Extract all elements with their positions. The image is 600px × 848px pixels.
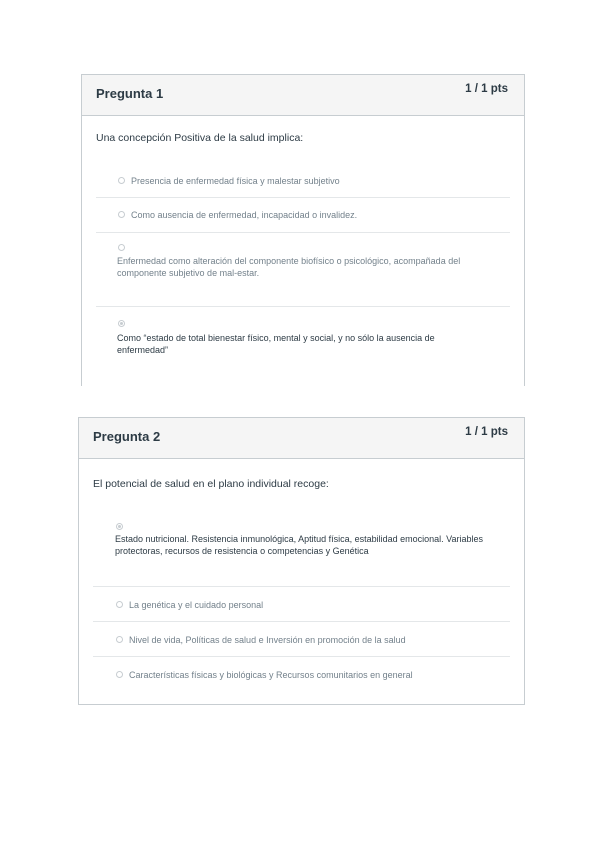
radio-checked-icon[interactable] xyxy=(118,320,125,327)
answer-text: Enfermedad como alteración del componente biofísico o psicológico, acompañada del componente subjetivo de mal-estar. xyxy=(117,256,461,278)
answer-option[interactable] xyxy=(96,232,510,306)
question-points: 1 / 1 pts xyxy=(465,83,508,95)
answer-option[interactable] xyxy=(93,656,510,691)
answer-text: Como ausencia de enfermedad, incapacidad o invalidez. xyxy=(131,210,358,220)
answer-option[interactable] xyxy=(96,163,510,197)
answer-text: La genética y el cuidado personal xyxy=(129,600,264,610)
answer-option-selected[interactable] xyxy=(93,508,510,586)
answer-option-selected[interactable] xyxy=(96,306,510,386)
answer-text: Nivel de vida, Políticas de salud e Inversión en promoción de la salud xyxy=(129,635,406,645)
question-title: Pregunta 2 xyxy=(93,429,161,444)
answer-list xyxy=(93,508,510,691)
question-prompt: El potencial de salud en el plano individual recoge: xyxy=(93,478,329,490)
answer-option[interactable] xyxy=(96,197,510,232)
answer-option[interactable] xyxy=(93,621,510,656)
question-prompt: Una concepción Positiva de la salud implica: xyxy=(96,132,304,144)
question-points: 1 / 1 pts xyxy=(465,426,508,438)
question-card-2 xyxy=(78,417,525,705)
question-header xyxy=(79,418,524,459)
answer-option[interactable] xyxy=(93,586,510,621)
answer-list xyxy=(96,163,510,386)
radio-unchecked-icon[interactable] xyxy=(118,244,125,251)
answer-text: Estado nutricional. Resistencia inmunológica, Aptitud física, estabilidad emocional. Variables protectoras, recursos de resistencia o competencias y Genética xyxy=(115,534,484,556)
answer-text: Características físicas y biológicas y Recursos comunitarios en general xyxy=(129,670,413,680)
radio-unchecked-icon[interactable] xyxy=(116,671,123,678)
answer-text: Como “estado de total bienestar físico, mental y social, y no sólo la ausencia de enfermedad” xyxy=(117,333,435,355)
question-header xyxy=(82,75,524,116)
radio-checked-icon[interactable] xyxy=(116,523,123,530)
radio-unchecked-icon[interactable] xyxy=(116,601,123,608)
answer-text: Presencia de enfermedad física y malestar subjetivo xyxy=(131,176,340,186)
radio-unchecked-icon[interactable] xyxy=(118,211,125,218)
radio-unchecked-icon[interactable] xyxy=(118,177,125,184)
question-title: Pregunta 1 xyxy=(96,86,164,101)
radio-unchecked-icon[interactable] xyxy=(116,636,123,643)
question-card-1 xyxy=(81,74,525,386)
